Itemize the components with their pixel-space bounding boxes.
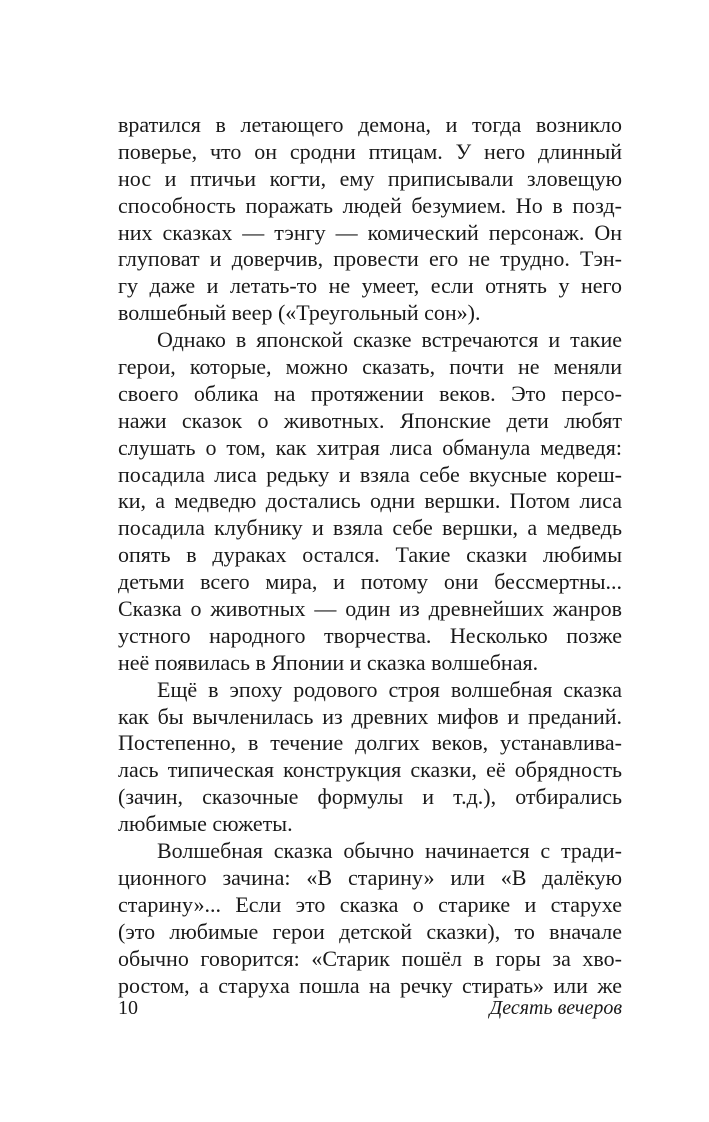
paragraph-first-line: Волшебная сказка обычно начинается с тради- — [157, 838, 622, 864]
text-line: старину»... Если это сказка о старике и старухе — [118, 891, 622, 917]
text-line: посадила клубнику и взяла себе вершки, а медведь — [118, 515, 622, 541]
text-line: опять в дураках остался. Такие сказки любимы — [118, 542, 622, 568]
text-line: ростом, а старуха пошла на речку стирать» или же — [118, 972, 622, 998]
text-line: неё появилась в Японии и сказка волшебная. — [118, 649, 539, 675]
text-line: (зачин, сказочные формулы и т.д.), отбирались — [118, 784, 622, 810]
text-line: своего облика на протяжении веков. Это персо- — [118, 380, 622, 406]
text-line: ки, а медведю достались одни вершки. Потом лиса — [118, 488, 622, 514]
text-line: ционного зачина: «В старину» или «В далёкую — [118, 864, 622, 890]
text-line: устного народного творчества. Несколько позже — [118, 622, 622, 648]
paragraph-first-line: Ещё в эпоху родового строя волшебная сказка — [157, 676, 622, 702]
body-text — [118, 112, 622, 999]
text-line: как бы вычленилась из древних мифов и преданий. — [118, 703, 622, 729]
text-line: (это любимые герои детской сказки), то вначале — [118, 918, 622, 944]
paragraph-first-line: Однако в японской сказке встречаются и такие — [157, 327, 622, 353]
text-line: нос и птичьи когти, ему приписывали зловещую — [118, 165, 622, 191]
text-line: гу даже и летать-то не умеет, если отнять у него — [118, 273, 622, 299]
page-number: 10 — [118, 997, 138, 1019]
running-title: Десять вечеров — [489, 997, 622, 1019]
text-line: лась типическая конструкция сказки, её обрядность — [118, 757, 622, 783]
text-line: них сказках — тэнгу — комический персонаж. Он — [118, 219, 622, 245]
text-line: глуповат и доверчив, провести его не трудно. Тэн- — [118, 246, 622, 272]
text-line: волшебный веер («Треугольный сон»). — [118, 300, 481, 326]
text-line: слушать о том, как хитрая лиса обманула медведя: — [118, 434, 622, 460]
text-line: Постепенно, в течение долгих веков, устанавлива- — [118, 730, 622, 756]
text-line: обычно говорится: «Старик пошёл в горы за хво- — [118, 945, 622, 971]
text-line: герои, которые, можно сказать, почти не меняли — [118, 354, 622, 380]
text-line: детьми всего мира, и потому они бессмертны... — [118, 569, 622, 595]
text-line: способность поражать людей безумием. Но в позд- — [118, 192, 622, 218]
text-line: нажи сказок о животных. Японские дети любят — [118, 407, 622, 433]
text-line: поверье, что он сродни птицам. У него длинный — [118, 138, 622, 164]
text-line: посадила лиса редьку и взяла себе вкусные кореш- — [118, 461, 622, 487]
text-line: вратился в летающего демона, и тогда возникло — [118, 112, 622, 137]
text-line: Сказка о животных — один из древнейших жанров — [118, 596, 622, 622]
page-footer — [118, 990, 622, 1026]
text-line: любимые сюжеты. — [118, 811, 293, 837]
